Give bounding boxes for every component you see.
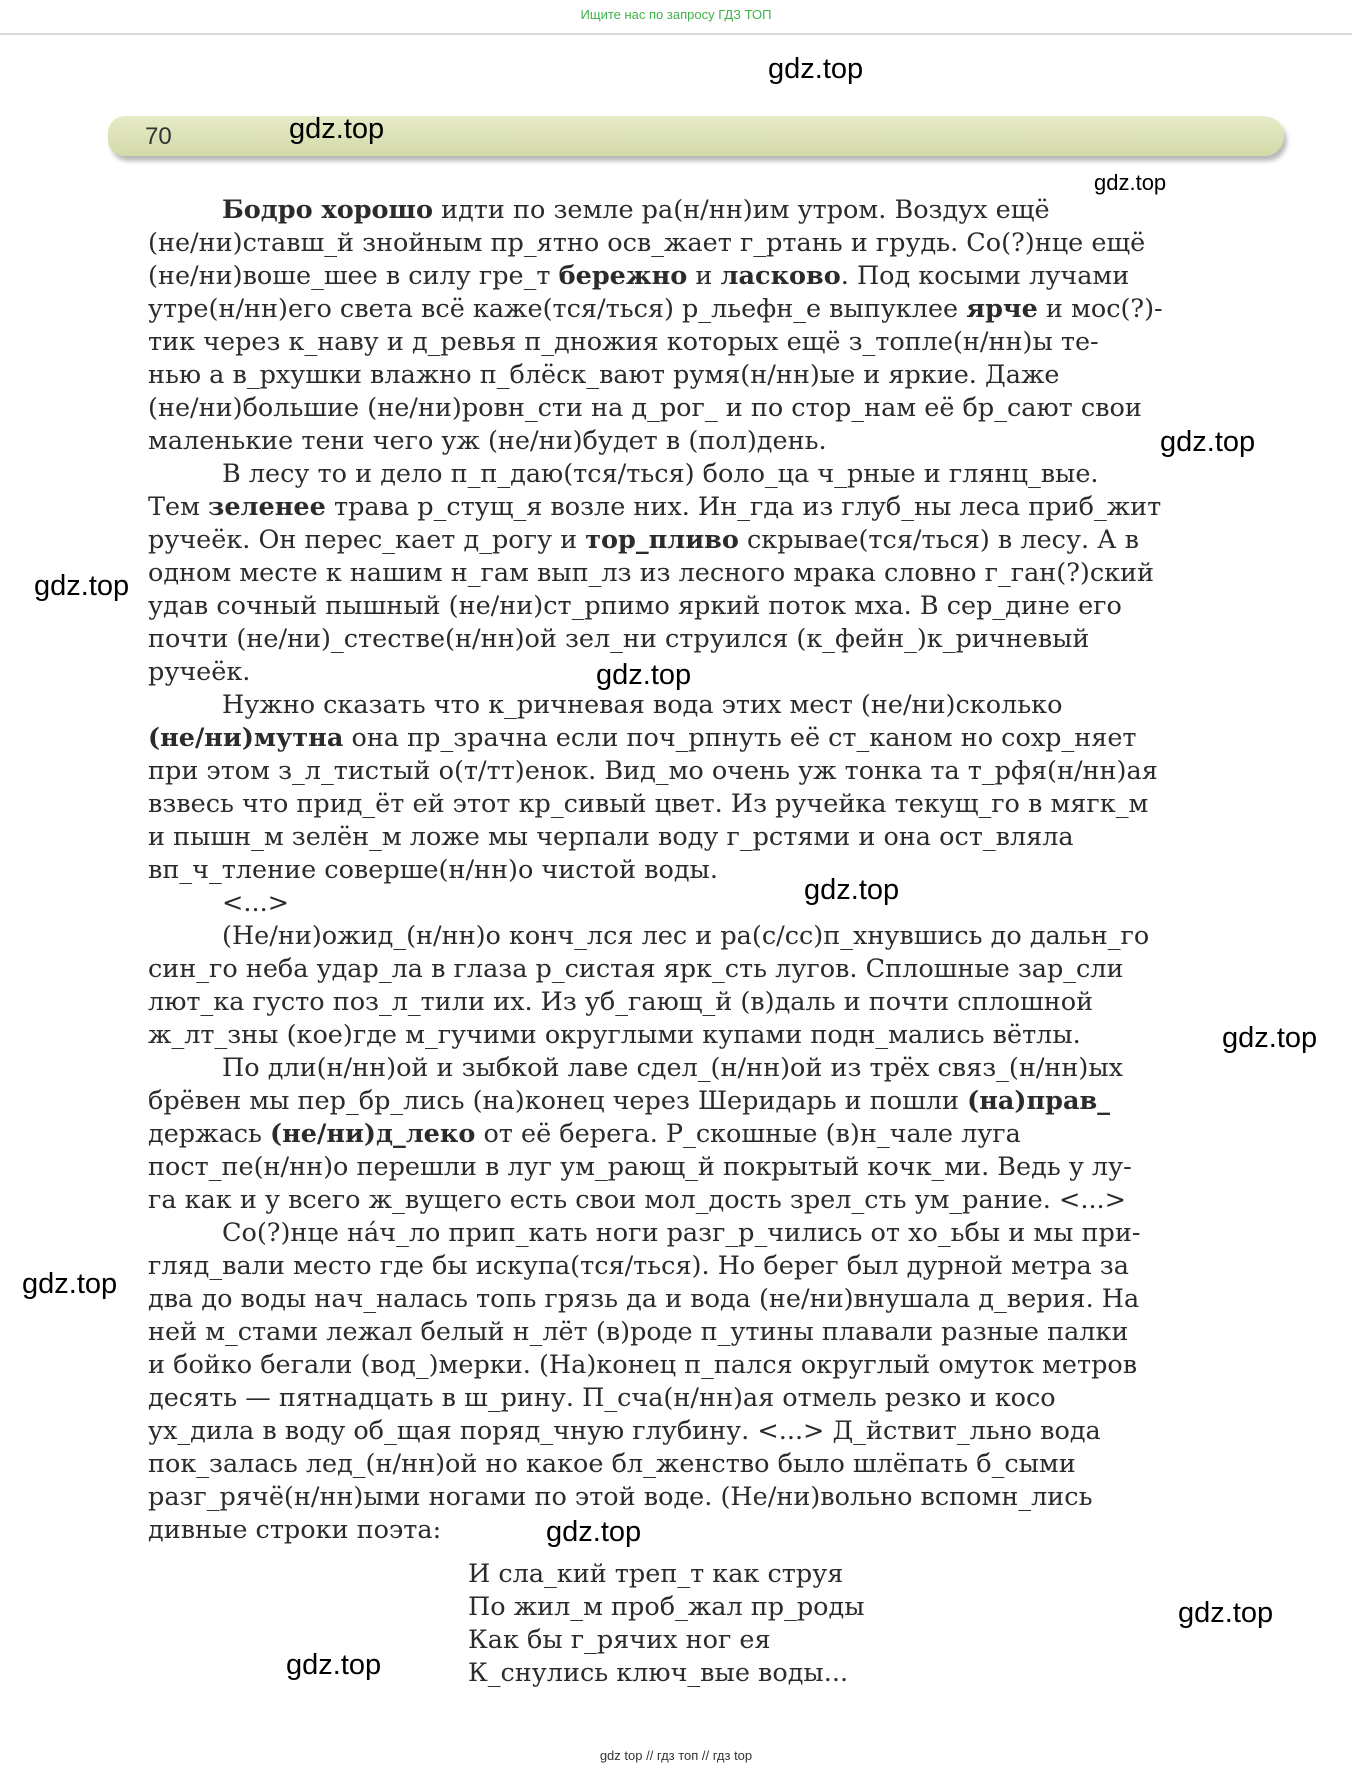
text-run: ней м_стами лежал белый н_лёт (в)роде п_утины плавали разные палки bbox=[148, 1317, 1129, 1347]
text-run: от её берега. Р_скошные (в)н_чале луга bbox=[475, 1119, 1021, 1149]
watermark: gdz.top bbox=[1222, 1022, 1318, 1054]
bold-word: ласково bbox=[720, 261, 841, 291]
paragraph bbox=[148, 689, 1248, 887]
bold-word: тор_пливо bbox=[585, 525, 739, 555]
text-run: ух_дила в воду об_щая поряд_чную глубину. <...> Д_йствит_льно вода bbox=[148, 1416, 1101, 1446]
text-run: По дли(н/нн)ой и зыбкой лаве сдел_(н/нн)ой из трёх связ_(н/нн)ых bbox=[222, 1053, 1124, 1083]
top-banner: Ищите нас по запросу ГДЗ ТОП bbox=[0, 0, 1352, 35]
watermark: gdz.top bbox=[546, 1516, 642, 1548]
text-run: гляд_вали место где бы искупа(тся/ться). Но берег был дурной метра за bbox=[148, 1251, 1129, 1281]
bold-word: (на)прав_ bbox=[967, 1086, 1110, 1116]
paragraph bbox=[148, 194, 1248, 458]
bold-word: Бодро хорошо bbox=[222, 195, 433, 225]
poem-line: К_снулись ключ_вые воды... bbox=[468, 1658, 849, 1688]
text-run: Нужно сказать что к_ричневая вода этих мест (не/ни)сколько bbox=[222, 690, 1063, 720]
bold-word: (не/ни)д_леко bbox=[270, 1119, 476, 1149]
text-run: одном месте к нашим н_гам вып_лз из лесного мрака словно г_ган(?)ский bbox=[148, 558, 1155, 588]
bold-word: зеленее bbox=[208, 492, 326, 522]
watermark: gdz.top bbox=[289, 113, 385, 145]
text-run: (не/ни)воше_шее в силу гре_т bbox=[148, 261, 559, 291]
text-run: (не/ни)ставш_й знойным пр_ятно осв_жает г_ртань и грудь. Со(?)нце ещё bbox=[148, 228, 1146, 258]
text-run: вп_ч_тление соверше(н/нн)о чистой воды. bbox=[148, 855, 718, 885]
paragraph bbox=[148, 1052, 1248, 1217]
text-run: га как и у всего ж_вущего есть свои мол_дость зрел_сть ум_рание. <...> bbox=[148, 1185, 1127, 1215]
paragraph bbox=[148, 887, 1248, 920]
watermark: gdz.top bbox=[1160, 426, 1256, 458]
text-run: и пышн_м зелён_м ложе мы черпали воду г_рстями и она ост_вляла bbox=[148, 822, 1074, 852]
text-run: <...> bbox=[222, 888, 290, 918]
watermark: gdz.top bbox=[596, 659, 692, 691]
text-run: пост_пе(н/нн)о перешли в луг ум_рающ_й покрытый кочк_ми. Ведь у лу- bbox=[148, 1152, 1132, 1182]
text-run: и мос(?)- bbox=[1037, 294, 1163, 324]
text-run: и бойко бегали (вод_)мерки. (На)конец п_пался округлый омуток метров bbox=[148, 1350, 1138, 1380]
paragraph bbox=[148, 458, 1248, 689]
watermark: gdz.top bbox=[768, 53, 864, 85]
text-run: она пр_зрачна если поч_рпнуть её ст_каном но сохр_няет bbox=[343, 723, 1137, 753]
text-run: разг_рячё(н/нн)ыми ногами по этой воде. (Не/ни)вольно вспомн_лись bbox=[148, 1482, 1093, 1512]
paragraph bbox=[148, 1217, 1248, 1547]
text-run: взвесь что прид_ёт ей этот кр_сивый цвет. Из ручейка текущ_го в мягк_м bbox=[148, 789, 1149, 819]
text-run: брёвен мы пер_бр_лись (на)конец через Шеридарь и пошли bbox=[148, 1086, 968, 1116]
text-run: нью а в_рхушки влажно п_блёск_вают румя(н/нн)ые и яркие. Даже bbox=[148, 360, 1060, 390]
paragraph bbox=[148, 920, 1248, 1052]
bottom-footer: gdz top // гдз топ // гдз top bbox=[599, 1748, 753, 1763]
text-run: при этом з_л_тистый о(т/тт)енок. Вид_мо очень уж тонка та т_рфя(н/нн)ая bbox=[148, 756, 1158, 786]
bold-word: бережно bbox=[558, 261, 688, 291]
watermark: gdz.top bbox=[34, 570, 130, 602]
main-text bbox=[148, 194, 1248, 1547]
text-run: ручеёк. bbox=[148, 657, 251, 687]
poem-quote bbox=[468, 1558, 865, 1690]
watermark: gdz.top bbox=[1094, 170, 1167, 195]
watermark: gdz.top bbox=[1178, 1597, 1274, 1629]
text-run: дивные строки поэта: bbox=[148, 1515, 442, 1545]
text-run: тик через к_наву и д_ревья п_дножия которых ещё з_топле(н/нн)ы те- bbox=[148, 327, 1099, 357]
text-run: удав сочный пышный (не/ни)ст_рпимо яркий поток мха. В сер_дине его bbox=[148, 591, 1122, 621]
text-run: Тем bbox=[148, 492, 209, 522]
text-run: син_го неба удар_ла в глаза р_систая ярк_сть лугов. Сплошные зар_сли bbox=[148, 954, 1124, 984]
text-run: утре(н/нн)его света всё каже(тся/ться) р_льефн_е выпуклее bbox=[148, 294, 967, 324]
text-run: ж_лт_зны (кое)где м_гучими округлыми купами подн_мались вётлы. bbox=[148, 1020, 1081, 1050]
text-run: почти (не/ни)_стестве(н/нн)ой зел_ни струился (к_фейн_)к_ричневый bbox=[148, 624, 1090, 654]
poem-line: Как бы г_рячих ног ея bbox=[468, 1625, 771, 1655]
poem-line: И сла_кий треп_т как струя bbox=[468, 1559, 844, 1589]
text-run: (не/ни)большие (не/ни)ровн_сти на д_рог_ и по стор_нам её бр_сают свои bbox=[148, 393, 1142, 423]
text-run: десять — пятнадцать в ш_рину. П_сча(н/нн)ая отмель резко и косо bbox=[148, 1383, 1056, 1413]
text-run: Со(?)нце на́ч_ло прип_кать ноги разг_р_чились от хо_ьбы и мы при- bbox=[222, 1218, 1141, 1248]
text-run: ручеёк. Он перес_кает д_рогу и bbox=[148, 525, 586, 555]
text-run: скрывае(тся/ться) в лесу. А в bbox=[738, 525, 1139, 555]
text-run: трава р_стущ_я возле них. Ин_гда из глуб_ны леса приб_жит bbox=[325, 492, 1162, 522]
watermark: gdz.top bbox=[22, 1268, 118, 1300]
text-run: . Под косыми лучами bbox=[840, 261, 1130, 291]
watermark: gdz.top bbox=[804, 874, 900, 906]
text-run: пок_залась лед_(н/нн)ой но какое бл_женство было шлёпать б_сыми bbox=[148, 1449, 1076, 1479]
text-run: маленькие тени чего уж (не/ни)будет в (пол)день. bbox=[148, 426, 827, 456]
text-run: и bbox=[687, 261, 721, 291]
text-run: два до воды нач_налась топь грязь да и вода (не/ни)внушала д_верия. На bbox=[148, 1284, 1140, 1314]
watermark: gdz.top bbox=[286, 1649, 382, 1681]
page-header-bar bbox=[108, 113, 1284, 156]
bold-word: ярче bbox=[966, 294, 1038, 324]
bold-word: (не/ни)мутна bbox=[148, 723, 344, 753]
text-run: держась bbox=[148, 1119, 271, 1149]
text-run: В лесу то и дело п_п_даю(тся/ться) боло_ца ч_рные и глянц_вые. bbox=[222, 459, 1099, 489]
text-run: (Не/ни)ожид_(н/нн)о конч_лся лес и ра(с/сс)п_хнувшись до дальн_го bbox=[222, 921, 1150, 951]
text-run: лют_ка густо поз_л_тили их. Из уб_гающ_й (в)даль и почти сплошной bbox=[148, 987, 1094, 1017]
text-run: идти по земле ра(н/нн)им утром. Воздух ещё bbox=[432, 195, 1050, 225]
page-number: 70 bbox=[145, 123, 172, 150]
poem-line: По жил_м проб_жал пр_роды bbox=[468, 1592, 865, 1622]
